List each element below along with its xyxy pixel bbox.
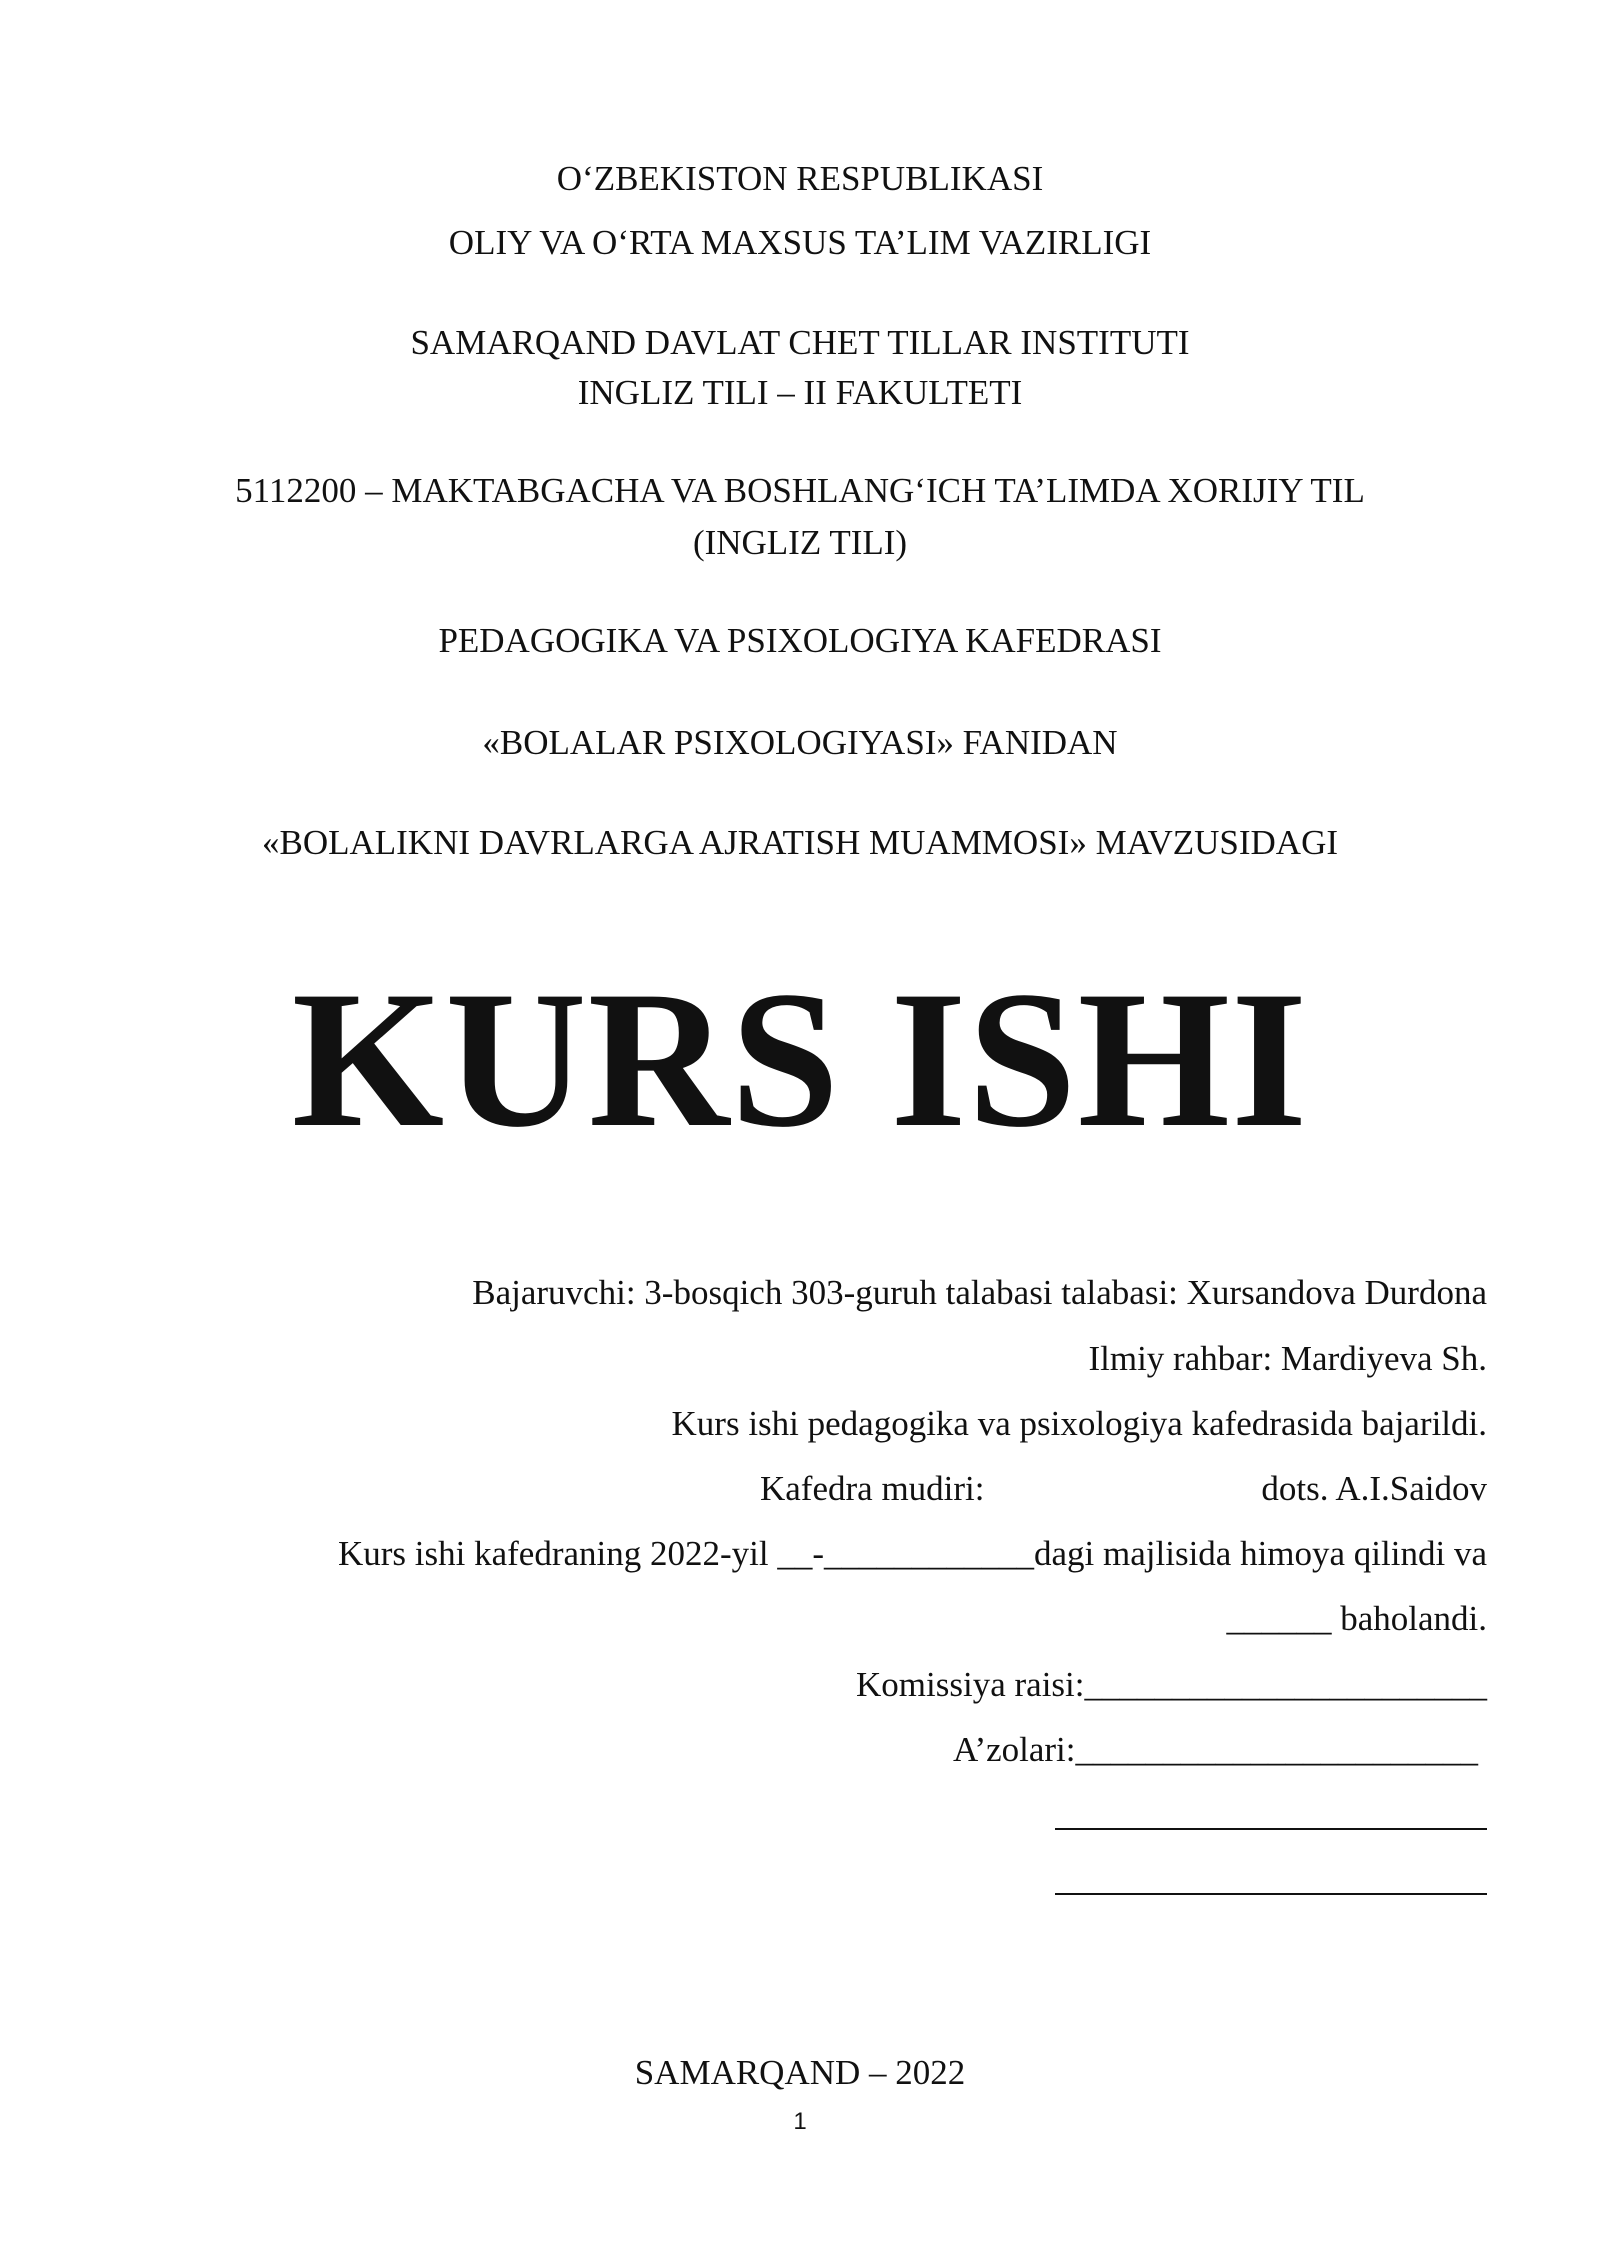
topic-heading: «BOLALIKNI DAVRLARGA AJRATISH MUAMMOSI» MAVZUSIDAGI bbox=[261, 823, 1338, 862]
department-heading: PEDAGOGIKA VA PSIXOLOGIYA KAFEDRASI bbox=[438, 621, 1162, 660]
members-line: A’zolari:_______________________ bbox=[953, 1730, 1478, 1769]
grade-line: ______ baholandi. bbox=[1226, 1599, 1487, 1638]
page-number: 1 bbox=[793, 2108, 807, 2135]
specialty-heading: 5112200 – MAKTABGACHA VA BOSHLANG‘ICH TA’LIMDA XORIJIY TIL bbox=[235, 471, 1365, 510]
department-head-name: dots. A.I.Saidov bbox=[1261, 1469, 1487, 1508]
department-head-row bbox=[760, 1468, 1487, 1510]
country-heading: O‘ZBEKISTON RESPUBLIKASI bbox=[556, 159, 1044, 198]
ministry-heading: OLIY VA O‘RTA MAXSUS TA’LIM VAZIRLIGI bbox=[448, 223, 1152, 262]
faculty-heading: INGLIZ TILI – II FAKULTETI bbox=[577, 373, 1023, 412]
specialty-heading-cont: (INGLIZ TILI) bbox=[692, 523, 908, 562]
institute-heading: SAMARQAND DAVLAT CHET TILLAR INSTITUTI bbox=[410, 323, 1190, 362]
signature-blank-1 bbox=[1055, 1828, 1487, 1830]
document-title: KURS ISHI bbox=[291, 951, 1309, 1168]
signature-blank-2 bbox=[1055, 1893, 1487, 1895]
place-year: SAMARQAND – 2022 bbox=[634, 2053, 966, 2092]
subject-heading: «BOLALAR PSIXOLOGIYASI» FANIDAN bbox=[482, 723, 1118, 762]
completion-line: Kurs ishi pedagogika va psixologiya kafedrasida bajarildi. bbox=[671, 1404, 1487, 1443]
department-head-label: Kafedra mudiri: bbox=[760, 1469, 985, 1508]
executor-line: Bajaruvchi: 3-bosqich 303-guruh talabasi talabasi: Xursandova Durdona bbox=[472, 1273, 1487, 1312]
commission-chair-line: Komissiya raisi:_______________________ bbox=[856, 1665, 1487, 1704]
defense-line: Kurs ishi kafedraning 2022-yil __-____________dagi majlisida himoya qilindi va bbox=[337, 1534, 1487, 1573]
supervisor-line: Ilmiy rahbar: Mardiyeva Sh. bbox=[1088, 1339, 1487, 1378]
